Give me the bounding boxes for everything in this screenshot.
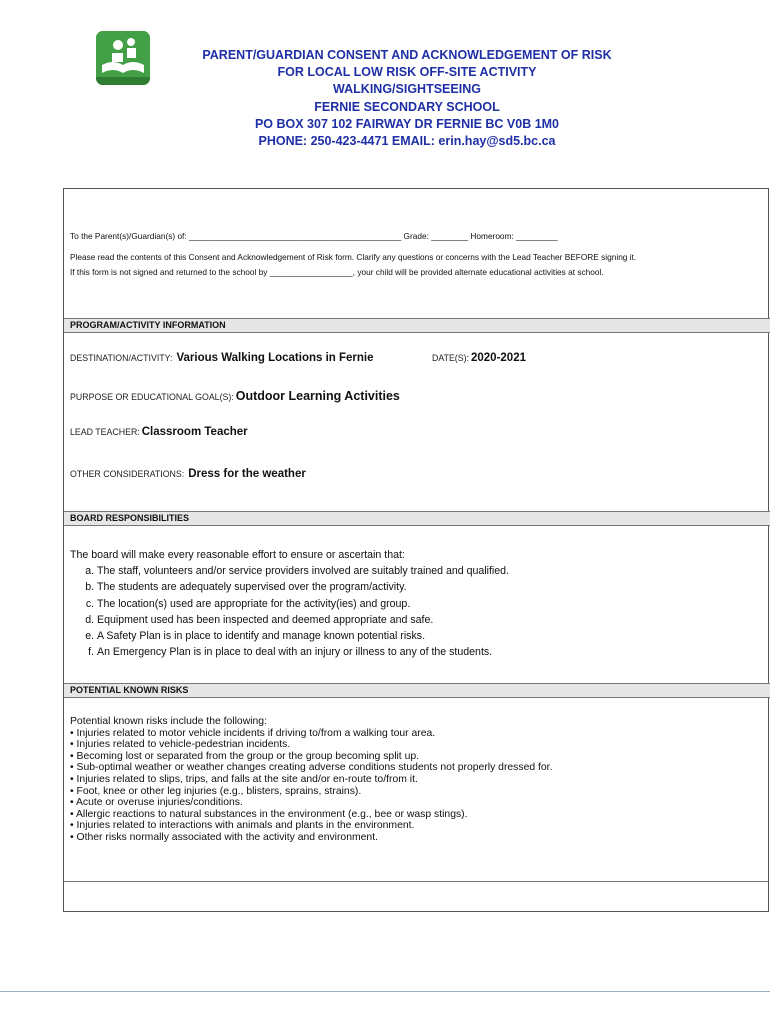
list-item: • Injuries related to motor vehicle incidents if driving to/from a walking tour area. — [70, 727, 436, 739]
purpose-row — [70, 389, 400, 403]
header-title: PARENT/GUARDIAN CONSENT AND ACKNOWLEDGEMENT OF RISK — [202, 48, 612, 62]
other-considerations-label: OTHER CONSIDERATIONS: — [70, 469, 185, 479]
school-district-logo-icon — [96, 31, 150, 85]
risks-list — [70, 716, 552, 844]
header-address: PO BOX 307 102 FAIRWAY DR FERNIE BC V0B 1M0 — [254, 116, 560, 131]
list-item: c. The location(s) used are appropriate for the activity(ies) and group. — [97, 596, 509, 612]
risks-intro: Potential known risks include the following: — [70, 716, 267, 727]
section-divider — [64, 881, 768, 882]
other-considerations-value: Dress for the weather — [188, 468, 306, 480]
board-section-heading: BOARD RESPONSIBILITIES — [64, 511, 770, 526]
header-school: FERNIE SECONDARY SCHOOL — [314, 99, 500, 114]
list-item: f. An Emergency Plan is in place to deal with an injury or illness to any of the students. — [97, 644, 509, 660]
board-list — [70, 563, 509, 660]
list-item: • Acute or overuse injuries/conditions. — [70, 797, 243, 809]
instructions-line-1: Please read the contents of this Consent and Acknowledgement of Risk form. Clarify any questions or concerns with the Lead Teacher BEFORE signing it. — [70, 252, 637, 262]
list-item: b. The students are adequately supervised over the program/activity. — [97, 579, 509, 595]
list-item: a. The staff, volunteers and/or service providers involved are suitably trained and qualified. — [97, 563, 509, 579]
teacher-label: LEAD TEACHER: — [70, 427, 140, 437]
header-activity: WALKING/SIGHTSEEING — [333, 82, 481, 97]
destination-value: Various Walking Locations in Fernie — [176, 352, 374, 364]
teacher-value: Classroom Teacher — [141, 426, 248, 438]
list-item: d. Equipment used has been inspected and deemed appropriate and safe. — [97, 612, 509, 628]
instructions-line-2: If this form is not signed and returned to the school by __________________, your child will be provided alternate educational activities at school. — [70, 267, 604, 277]
header-subtitle: FOR LOCAL LOW RISK OFF-SITE ACTIVITY — [277, 65, 537, 80]
other-considerations-row — [70, 468, 306, 480]
dates-row — [432, 352, 526, 364]
board-responsibilities — [70, 547, 509, 660]
list-item: • Foot, knee or other leg injuries (e.g., blisters, sprains, strains). — [70, 785, 362, 797]
list-item: • Injuries related to slips, trips, and falls at the site and/or en-route to/from it. — [70, 773, 418, 785]
form-header — [175, 47, 639, 150]
header-contact: PHONE: 250-423-4471 EMAIL: erin.hay@sd5.bc.ca — [258, 134, 556, 149]
page-footer-rule — [0, 991, 770, 992]
destination-row — [70, 352, 374, 364]
list-item: • Allergic reactions to natural substances in the environment (e.g., bee or wasp stings). — [70, 808, 468, 820]
list-item: • Becoming lost or separated from the group or the group becoming split up. — [70, 750, 420, 762]
consent-form — [63, 188, 769, 912]
program-section-heading: PROGRAM/ACTIVITY INFORMATION — [64, 318, 770, 333]
purpose-value: Outdoor Learning Activities — [235, 389, 400, 403]
purpose-label: PURPOSE OR EDUCATIONAL GOAL(S): — [70, 392, 234, 402]
dates-label: DATE(S): — [432, 353, 469, 363]
list-item: • Other risks normally associated with the activity and environment. — [70, 831, 378, 843]
list-item: • Injuries related to interactions with animals and plants in the environment. — [70, 820, 415, 832]
board-intro: The board will make every reasonable effort to ensure or ascertain that: — [70, 549, 405, 561]
teacher-row — [70, 426, 248, 438]
logo-graphic — [96, 31, 150, 85]
list-item: • Injuries related to vehicle-pedestrian incidents. — [70, 739, 291, 751]
destination-label: DESTINATION/ACTIVITY: — [70, 353, 173, 363]
list-item: • Sub-optimal weather or weather changes creating adverse conditions students not properly dressed for. — [70, 762, 553, 774]
recipient-line: To the Parent(s)/Guardian(s) of: ______________________________________________ Grade: ________ Homeroom: _________ — [70, 231, 558, 241]
risks-section-heading: POTENTIAL KNOWN RISKS — [64, 683, 770, 698]
dates-value: 2020-2021 — [470, 352, 526, 364]
list-item: e. A Safety Plan is in place to identify and manage known potential risks. — [97, 628, 509, 644]
